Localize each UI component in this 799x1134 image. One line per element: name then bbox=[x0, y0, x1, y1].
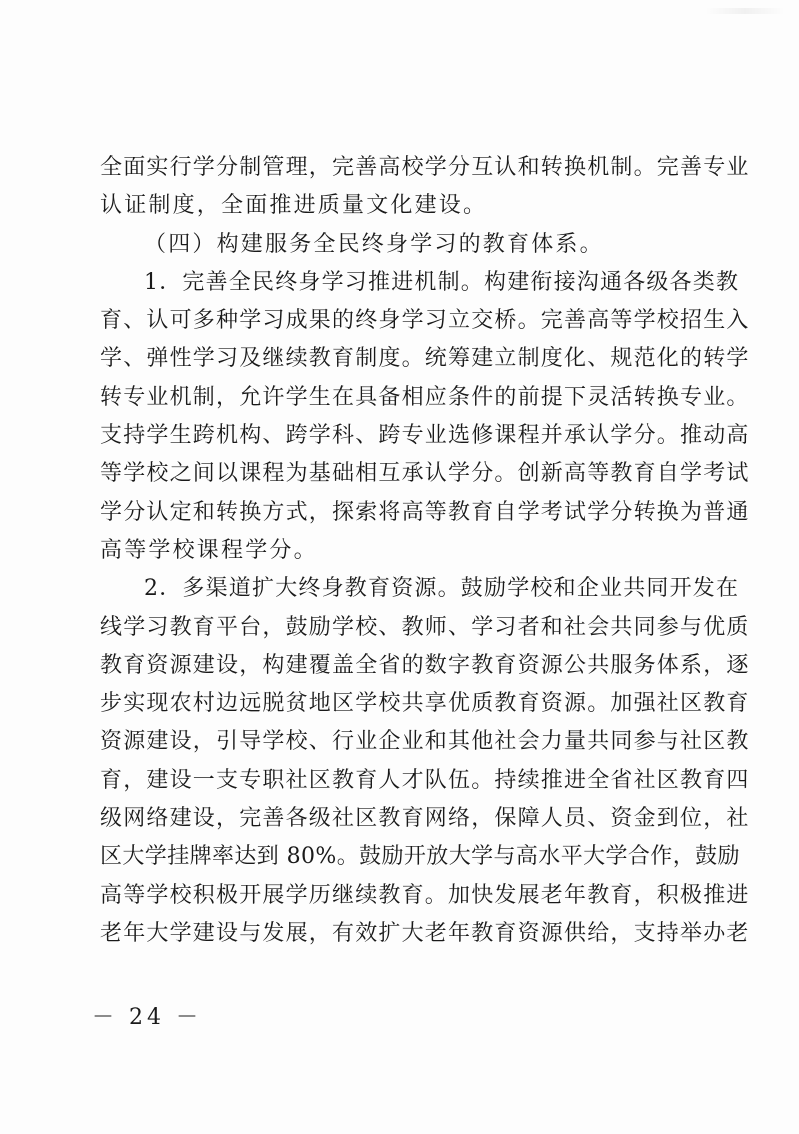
text-line: 支持学生跨机构、跨学科、跨专业选修课程并承认学分。推动高 bbox=[100, 423, 750, 449]
text-line: 高等学校积极开展学历继续教育。加快发展老年教育，积极推进 bbox=[100, 882, 750, 908]
section-heading: （四）构建服务全民终身学习的教育体系。 bbox=[144, 231, 604, 257]
text-line: 教育资源建设，构建覆盖全省的数字教育资源公共服务体系，逐 bbox=[100, 652, 750, 678]
text-line: 育，建设一支专职社区教育人才队伍。持续推进全省社区教育四 bbox=[100, 767, 750, 793]
text-line: 1．完善全民终身学习推进机制。构建衔接沟通各级各类教 bbox=[144, 269, 740, 295]
text-line: 学分认定和转换方式，探索将高等教育自学考试学分转换为普通 bbox=[100, 499, 750, 525]
text-line: 级网络建设，完善各级社区教育网络，保障人员、资金到位，社 bbox=[100, 806, 750, 832]
text-line: 等学校之间以课程为基础相互承认学分。创新高等教育自学考试 bbox=[100, 461, 750, 487]
text-line: 全面实行学分制管理，完善高校学分互认和转换机制。完善专业 bbox=[100, 155, 750, 180]
text-line: 认证制度，全面推进质量文化建设。 bbox=[100, 193, 488, 219]
text-line: 2．多渠道扩大终身教育资源。鼓励学校和企业共同开发在 bbox=[144, 576, 740, 602]
text-line: 高等学校课程学分。 bbox=[100, 537, 318, 563]
text-line: 资源建设，引导学校、行业企业和其他社会力量共同参与社区教 bbox=[100, 729, 750, 755]
text-line: 育、认可多种学习成果的终身学习立交桥。完善高等学校招生入 bbox=[100, 308, 750, 334]
text-line: 区大学挂牌率达到 80%。鼓励开放大学与高水平大学合作，鼓励 bbox=[100, 844, 740, 870]
text-line: 学、弹性学习及继续教育制度。统筹建立制度化、规范化的转学 bbox=[100, 346, 750, 372]
scan-artifact bbox=[705, 8, 785, 14]
body-text bbox=[100, 149, 750, 953]
page-number: － 24 － bbox=[92, 1005, 202, 1030]
text-line: 步实现农村边远脱贫地区学校共享优质教育资源。加强社区教育 bbox=[100, 691, 750, 717]
text-line: 老年大学建设与发展，有效扩大老年教育资源供给，支持举办老 bbox=[100, 920, 750, 946]
text-line: 线学习教育平台，鼓励学校、教师、学习者和社会共同参与优质 bbox=[100, 614, 750, 640]
text-line: 转专业机制，允许学生在具备相应条件的前提下灵活转换专业。 bbox=[100, 384, 750, 410]
